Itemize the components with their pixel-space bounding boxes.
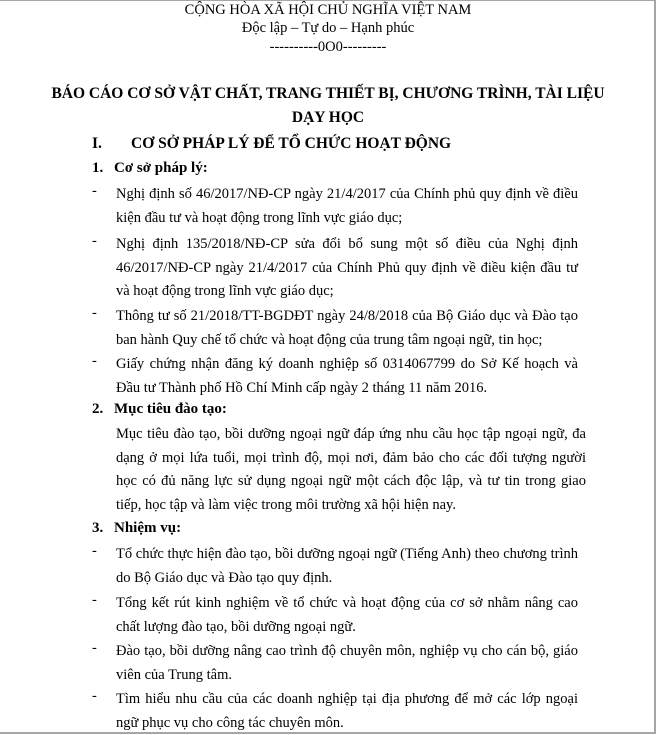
duty-item-1: Tổ chức thực hiện đào tạo, bồi dưỡng ngoại ngữ (Tiếng Anh) theo chương trình do Bộ Giáo dục và Đào tạo quy định. <box>116 546 578 586</box>
subsection-3-heading: Nhiệm vụ: <box>114 520 182 536</box>
bullet-dash: - <box>92 688 97 704</box>
legal-basis-item-2: Nghị định 135/2018/NĐ-CP sửa đổi bổ sung một số điều của Nghị định 46/2017/NĐ-CP ngày 21/4/2017 của Chính Phủ quy định về điều kiện đầu tư và hoạt động trong lĩnh vực giáo dục; <box>116 236 578 299</box>
page-border-top <box>0 0 656 1</box>
subsection-2-number: 2. <box>92 401 104 417</box>
duty-item-2: Tổng kết rút kinh nghiệm về tổ chức và hoạt động của cơ sở nhằm nâng cao chất lượng đào tạo, bồi dưỡng ngoại ngữ. <box>116 595 578 635</box>
duty-item-4: Tìm hiểu nhu cầu của các doanh nghiệp tại địa phương để mở các lớp ngoại ngữ phục vụ cho công tác chuyên môn. <box>116 691 578 731</box>
subsection-2-heading: Mục tiêu đào tạo: <box>114 401 227 417</box>
header-separator: ----------0O0--------- <box>269 39 387 55</box>
bullet-dash: - <box>92 233 97 249</box>
subsection-1-heading: Cơ sở pháp lý: <box>114 160 208 176</box>
training-objective-paragraph: Mục tiêu đào tạo, bồi dưỡng ngoại ngữ đáp ứng nhu cầu học tập ngoại ngữ, đa dạng ở mọi lứa tuổi, mọi trình độ, mọi nơi, đảm bảo cho các đối tượng người học có đủ năng lực sử dụng ngoại ngữ một cách độc lập, và tư tin trong giao tiếp, học tập và làm việc trong môi trường xã hội hiện nay. <box>116 426 586 513</box>
national-motto: Độc lập – Tự do – Hạnh phúc <box>241 20 415 36</box>
bullet-dash: - <box>92 543 97 559</box>
bullet-dash: - <box>92 640 97 656</box>
section-number: I. <box>92 135 102 152</box>
legal-basis-item-4: Giấy chứng nhận đăng ký doanh nghiệp số 0314067799 do Sở Kế hoạch và Đầu tư Thành phố Hồ Chí Minh cấp ngày 2 tháng 11 năm 2016. <box>116 356 578 396</box>
bullet-dash: - <box>92 305 97 321</box>
legal-basis-item-3: Thông tư số 21/2018/TT-BGDĐT ngày 24/8/2018 của Bộ Giáo dục và Đào tạo ban hành Quy chế tổ chức và hoạt động của trung tâm ngoại ngữ, tin học; <box>116 308 578 348</box>
report-title: BÁO CÁO CƠ SỞ VẬT CHẤT, TRANG THIẾT BỊ, CHƯƠNG TRÌNH, TÀI LIỆU DẠY HỌC <box>51 85 605 126</box>
country-name: CỘNG HÒA XÃ HỘI CHỦ NGHĨA VIỆT NAM <box>184 2 472 18</box>
subsection-1-number: 1. <box>92 160 104 176</box>
subsection-3-number: 3. <box>92 520 104 536</box>
section-heading: CƠ SỞ PHÁP LÝ ĐỂ TỔ CHỨC HOẠT ĐỘNG <box>131 135 452 152</box>
bullet-dash: - <box>92 592 97 608</box>
bullet-dash: - <box>92 183 97 199</box>
duty-item-3: Đào tạo, bồi dưỡng nâng cao trình độ chuyên môn, nghiệp vụ cho cán bộ, giáo viên của Trung tâm. <box>116 643 578 683</box>
legal-basis-item-1: Nghị định số 46/2017/NĐ-CP ngày 21/4/2017 của Chính phủ quy định về điều kiện đầu tư và hoạt động trong lĩnh vực giáo dục; <box>116 186 578 226</box>
bullet-dash: - <box>92 353 97 369</box>
